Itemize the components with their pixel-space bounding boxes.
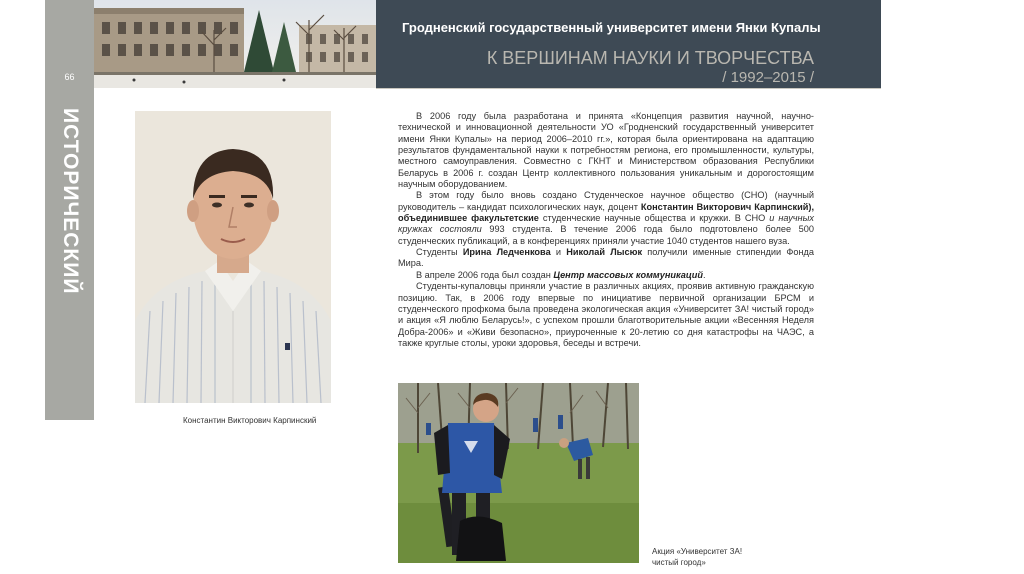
book-years: / 1992–2015 /: [722, 69, 814, 86]
highlighted-name: Ирина Ледченкова: [462, 247, 551, 258]
caption-line: Акция «Университет ЗА!: [652, 547, 743, 556]
book-title: К ВЕРШИНАМ НАУКИ И ТВОРЧЕСТВА: [486, 48, 814, 68]
highlighted-name: Николай Лысюк: [566, 247, 643, 258]
portrait-photo: [135, 111, 331, 403]
highlighted-center: Центр массовых коммуникаций: [553, 269, 704, 280]
article-paragraph: Студенты-купаловцы приняли участие в различных акциях, проявив активную гражданскую позицию. Так, в 2006 году впервые по инициативе первичной организации БРСМ и студенческого профкома была проведена экологическая акция «Университет ЗА! чистый город» и акция «Я люблю Беларусь!», с успехом прошли благотворительные акции «Весенняя Неделя Добра-2006» и «Живи безопасно», приуроченные к 20-летию со дня катастрофы на ЧАЭС, а также круглые столы, уроки здоровья, беседы и встречи.: [398, 281, 814, 348]
article-paragraph: В апреле 2006 года был создан Центр массовых коммуникаций.: [416, 269, 706, 280]
article-paragraph: Студенты Ирина Ледченкова и Николай Лысюк получили именные стипендии Фонда Мира.: [398, 247, 814, 269]
article-paragraph: В 2006 году была разработана и принята «Концепция развития научной, научно-технической и инновационной деятельности УО «Гродненский государственный университет имени Янки Купалы» на период 2006–2010 гг.», которая была ориентирована на адаптацию результатов фундаментальной науки к потребностям региона, его промышленности, культуры, местного самоуправления. Совместно с ГКНТ и Министерством образования Республики Беларусь в 2006 г. создан Центр коллективного пользования уникальным и дорогостоящим научным оборудованием.: [398, 111, 814, 190]
section-title: ИСТОРИЧЕСКИЙ ОЧЕРК: [23, 108, 82, 295]
article-paragraph: В этом году было вновь создано Студенческое научное общество (СНО) (научный руководитель – кандидат психологических наук, доцент Константин Викторович Карпинский), объединившее факультетские студенческие научные общества и кружки. В СНО и научных кружках состояли 993 студента. В течение 2006 года было подготовлено более 500 студенческих публикаций, а в конференциях приняли участие 1040 студентов нашего вуза.: [398, 190, 815, 246]
cleanup-action-photo: [398, 383, 639, 563]
action-photo-caption: [652, 546, 772, 568]
header-divider: [376, 88, 881, 89]
university-building-photo: [94, 0, 376, 88]
article-body: [398, 111, 814, 349]
portrait-caption: Константин Викторович Карпинский: [183, 416, 317, 425]
page-number: 66: [64, 72, 75, 82]
caption-line: чистый город»: [652, 558, 706, 567]
highlighted-name: Константин Викторович Карпинский), объединившее факультетские: [398, 201, 815, 224]
university-name: Гродненский государственный университет имени Янки Купалы: [402, 20, 821, 35]
